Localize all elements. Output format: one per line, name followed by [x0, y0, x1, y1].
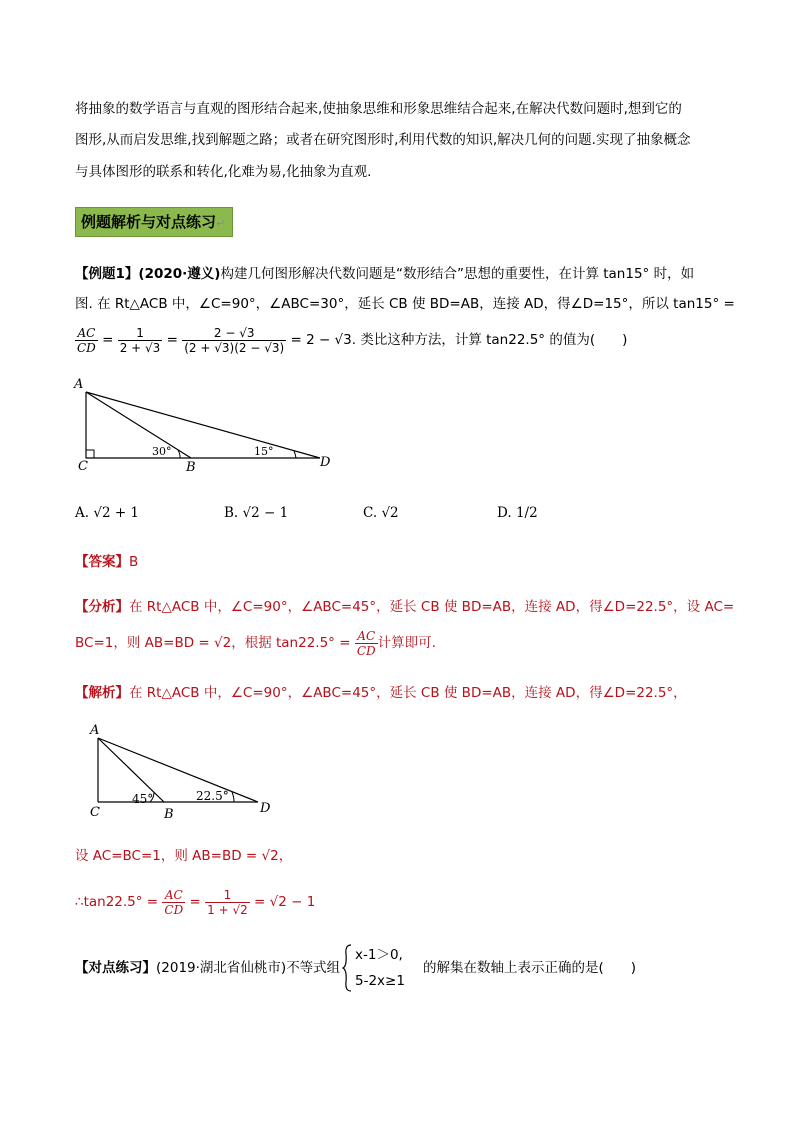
- example1-frac-3: $\frac{2 - √3}{(2 + √3)(2 - √3)}$: [184, 325, 285, 355]
- practice-source: (2019·湖北省仙桃市): [156, 960, 287, 976]
- solution-line-2: 设 AC=BC=1，则 AB=BD = √2，: [75, 848, 293, 864]
- analysis-line-1: 【分析】在 Rt△ACB 中，∠C=90°，∠ABC=45°，延长 CB 使 BD=AB，连接 AD，得∠D=22.5°，设 AC=: [75, 599, 735, 615]
- figure2-triangle-diagram: [84, 722, 284, 822]
- choice-d[interactable]: D. 1/2: [497, 505, 538, 521]
- choice-b[interactable]: B. √2 − 1: [224, 505, 289, 521]
- figure1-angle-15: 15°: [254, 445, 274, 458]
- practice-line: 【对点练习】(2019·湖北省仙桃市)不等式组: [75, 960, 341, 976]
- example1-line-1: [75, 264, 694, 284]
- right-angle-icon: [86, 450, 94, 458]
- answer-value: B: [129, 554, 139, 570]
- example1-source: (2020·遵义): [138, 266, 221, 282]
- intro-line-1: 将抽象的数学语言与直观的图形结合起来,使抽象思维和形象思维结合起来,在解决代数问题时,想到它的: [75, 101, 682, 117]
- example1-frac-2: $\frac{1}{2 + √3}$: [119, 325, 161, 355]
- solution-tag: 【解析】: [75, 685, 129, 701]
- figure2-label-c: C: [90, 805, 100, 820]
- figure1-side-ab: [86, 392, 191, 458]
- analysis-tag: 【分析】: [75, 599, 129, 615]
- practice-tag: 【对点练习】: [75, 960, 156, 976]
- figure2-angle-45: 45°: [132, 792, 154, 806]
- solution-line-1: 【解析】在 Rt△ACB 中，∠C=90°，∠ABC=45°，延长 CB 使 BD=AB，连接 AD，得∠D=22.5°，: [75, 685, 687, 701]
- figure1-label-c: C: [78, 459, 88, 472]
- figure2-side-ad: [98, 738, 258, 802]
- figure1-label-a: A: [74, 377, 84, 392]
- solution-frac-2: $\frac{1}{1 + √2}$: [207, 887, 248, 917]
- intro-line-2: 图形,从而启发思维,找到解题之路；或者在研究图形时,利用代数的知识,解决几何的问题.实现了抽象概念: [75, 132, 691, 148]
- figure1-angle-arc-d: [294, 451, 296, 458]
- figure1-side-ad: [86, 392, 320, 458]
- brace-icon: [342, 944, 352, 992]
- figure1-label-b: B: [186, 460, 196, 472]
- practice-tail: 的解集在数轴上表示正确的是( ): [423, 960, 637, 976]
- analysis-line-2: BC=1，则 AB=BD = √2，根据 tan22.5° = $\frac{AC}{CD}$ 计算即可.: [75, 628, 436, 658]
- analysis-frac-ac-cd: $\frac{AC}{CD}$: [356, 628, 376, 658]
- example1-line-2: 图. 在 Rt△ACB 中，∠C=90°，∠ABC=30°，延长 CB 使 BD=AB，连接 AD，得∠D=15°，所以 tan15° =: [75, 296, 735, 312]
- figure1-angle-30: 30°: [152, 445, 172, 458]
- figure2-angle-22-5: 22.5°: [196, 789, 229, 803]
- example1-line-3: $\frac{AC}{CD}$ = $\frac{1}{2 + √3}$ = $\frac{2 - √3}{(2 + √3)(2 - √3)}$ = 2 − √3. 类比这种方法，计算 tan22.5° 的值为( ): [77, 325, 628, 355]
- return-mark-icon: ↵: [216, 217, 226, 230]
- figure1-triangle-diagram: [70, 372, 340, 472]
- example1-frac-ac-cd: $\frac{AC}{CD}$: [77, 325, 96, 355]
- example1-tag: 【例题1】: [75, 266, 139, 282]
- figure2-angle-arc-d: [232, 792, 234, 802]
- choice-a[interactable]: A. √2 + 1: [75, 505, 140, 521]
- inequality-1: x-1＞0,: [355, 947, 403, 963]
- section-header: [75, 207, 233, 237]
- solution-line-3: ∴tan22.5° = $\frac{AC}{CD}$ = $\frac{1}{1 + √2}$ = √2 − 1: [75, 887, 316, 917]
- intro-line-3: 与具体图形的联系和转化,化难为易,化抽象为直观.: [75, 164, 372, 180]
- figure2-label-d: D: [260, 801, 271, 816]
- inequality-2: 5-2x≥1: [355, 973, 405, 989]
- figure2-label-a: A: [90, 723, 100, 738]
- answer-tag: 【答案】: [75, 554, 129, 570]
- figure2-label-b: B: [164, 807, 174, 822]
- example1-tail: = 2 − √3. 类比这种方法，计算 tan22.5° 的值为( ): [290, 332, 628, 348]
- example1-line1-text: 构建几何图形解决代数问题是“数形结合”思想的重要性，在计算 tan15° 时，如: [220, 266, 695, 282]
- figure1-label-d: D: [320, 455, 331, 470]
- answer-line: [75, 552, 138, 572]
- solution-frac-ac-cd: $\frac{AC}{CD}$: [164, 887, 184, 917]
- section-header-title: 例题解析与对点练习: [81, 213, 217, 231]
- choice-c[interactable]: C. √2: [363, 505, 399, 521]
